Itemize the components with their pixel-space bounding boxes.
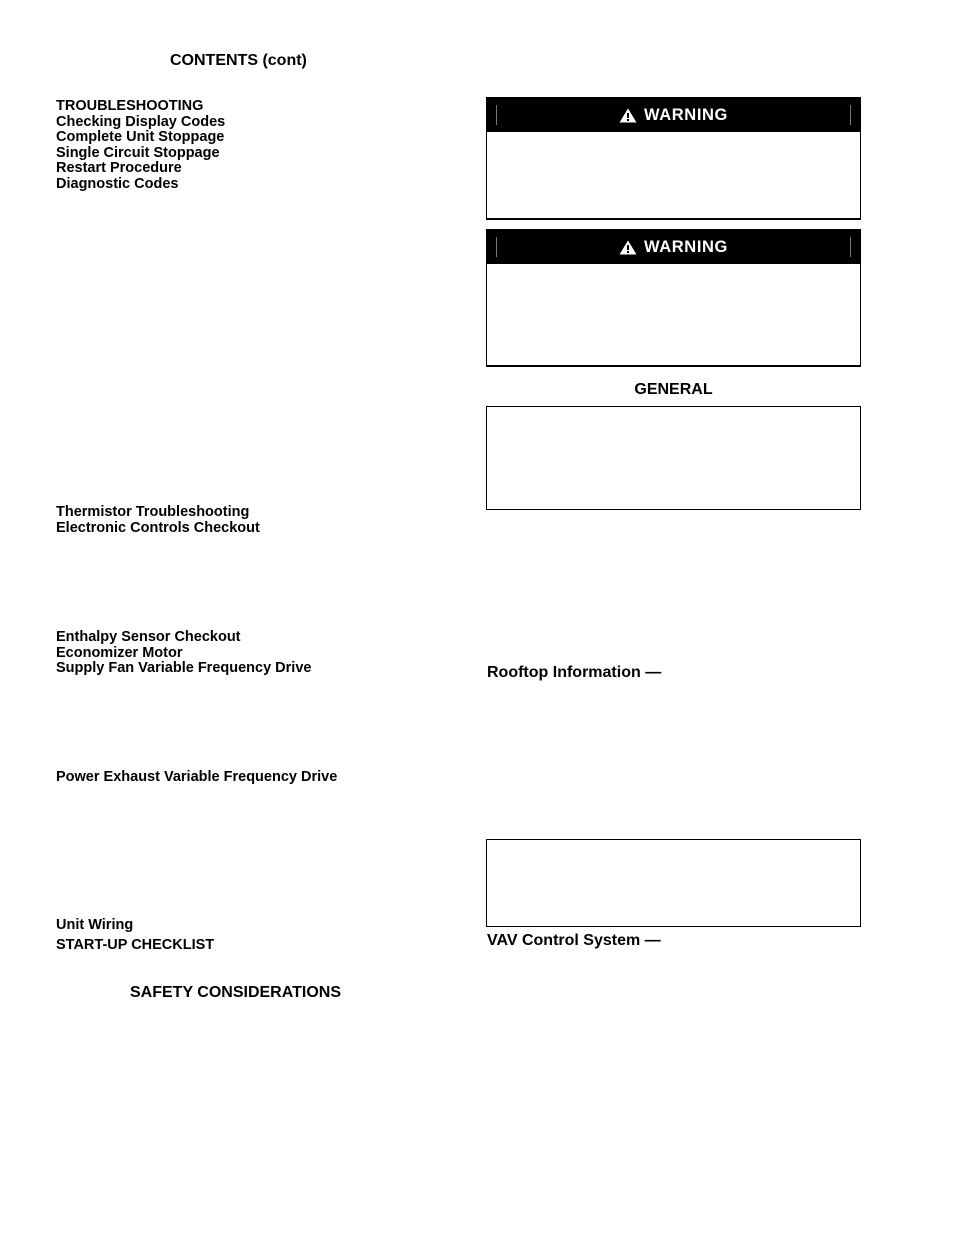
general-note-box [486,406,861,510]
toc-item: Power Exhaust Variable Frequency Drive [56,769,338,785]
toc-item: Diagnostic Codes [56,175,179,192]
toc-item: Economizer Motor [56,644,183,661]
toc-group-thermistor [56,505,260,536]
warning-label: WARNING [644,237,728,256]
toc-item: TROUBLESHOOTING [56,98,204,114]
toc-group-power-exhaust [56,770,337,786]
toc-item: Electronic Controls Checkout [56,519,260,536]
toc-item: Checking Display Codes [56,113,226,130]
toc-item: Supply Fan Variable Frequency Drive [56,660,312,677]
toc-item: Unit Wiring [56,917,134,933]
toc-item: Thermistor Troubleshooting [56,504,250,520]
toc-group-troubleshooting [56,99,225,193]
general-title: GENERAL [634,381,713,398]
vav-control-system-heading: VAV Control System — [487,932,661,949]
rooftop-information-heading: Rooftop Information — [487,664,662,681]
toc-item: Restart Procedure [56,160,182,177]
toc-group-enthalpy [56,630,311,677]
warning-triangle-icon [619,108,637,123]
safety-considerations-title: SAFETY CONSIDERATIONS [130,984,341,1001]
toc-item: Enthalpy Sensor Checkout [56,629,241,645]
toc-item: START-UP CHECKLIST [56,937,215,953]
warning-triangle-icon [619,240,637,255]
contents-title: CONTENTS (cont) [170,52,307,69]
warning-header [487,98,860,132]
warning-header [487,230,860,264]
rooftop-note-box [486,839,861,927]
warning-box-1 [486,97,861,220]
warning-label: WARNING [644,105,728,124]
toc-item: Complete Unit Stoppage [56,129,225,146]
toc-group-wiring [56,915,214,955]
toc-item: Single Circuit Stoppage [56,144,220,161]
warning-box-2 [486,229,861,367]
